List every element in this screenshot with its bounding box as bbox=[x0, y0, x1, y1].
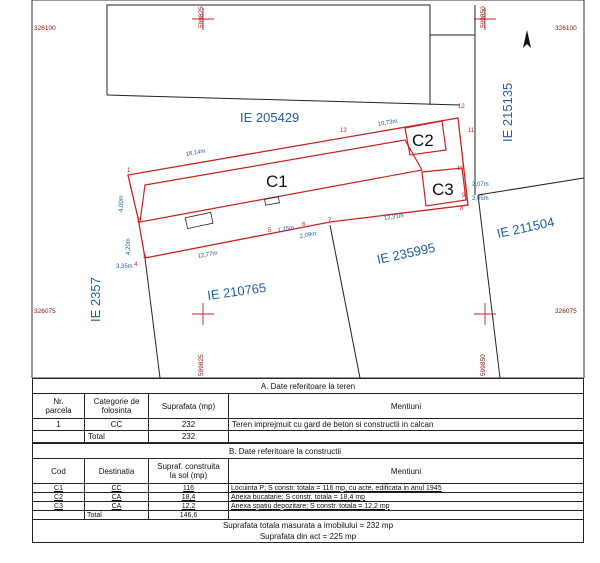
coord-label: 599825 bbox=[198, 354, 205, 376]
point-label: 10 bbox=[457, 166, 464, 172]
site-features bbox=[185, 197, 279, 229]
cell-suprafata: 116 bbox=[149, 484, 229, 493]
data-tables bbox=[32, 378, 584, 563]
cell-destinatia: CA bbox=[85, 493, 149, 502]
cell-nr: 1 bbox=[33, 419, 85, 431]
constructions-table bbox=[32, 443, 584, 543]
cell-cod: C3 bbox=[33, 502, 85, 511]
cell-mentiuni: Anexa bucatarie; S constr. totala = 18,4 mp bbox=[229, 493, 584, 502]
dimension-label: 10,73m bbox=[377, 118, 399, 128]
land-table bbox=[32, 378, 584, 443]
dimension-label: 1,75m bbox=[277, 225, 295, 234]
dimension-label: 4,00m bbox=[119, 195, 125, 212]
dimension-label: 2,09m bbox=[299, 231, 317, 240]
cell-mentiuni: Locuinta P; S constr. totala = 116 mp, cu acte, edificata in anul 1945 bbox=[229, 484, 584, 493]
point-label: 12 bbox=[458, 104, 465, 110]
header-categorie: Categorie de folosinta bbox=[85, 394, 149, 419]
cell-categorie: CC bbox=[85, 419, 149, 431]
cell-suprafata: 232 bbox=[149, 419, 229, 431]
plan-frame bbox=[32, 0, 584, 378]
coord-label: 326075 bbox=[34, 308, 56, 315]
point-label: 3 bbox=[143, 254, 147, 260]
coord-label: 599850 bbox=[480, 354, 487, 376]
coord-label: 599850 bbox=[480, 6, 487, 28]
dimension-label: 12,77m bbox=[197, 250, 219, 260]
dimension-label: 18,14m bbox=[185, 148, 207, 158]
deed-area: Suprafata din act = 225 mp bbox=[33, 531, 584, 543]
building-label: C2 bbox=[412, 131, 434, 150]
header-destinatia: Destinatia bbox=[85, 459, 149, 484]
header-nr: Nr. parcela bbox=[33, 394, 85, 419]
point-label: 2 bbox=[137, 218, 141, 224]
cell-mentiuni: Anexa spatiu depozitare; S constr. totala = 12,2 mp bbox=[229, 502, 584, 511]
cell-destinatia: CC bbox=[85, 484, 149, 493]
parcel-label: IE 211504 bbox=[495, 214, 556, 241]
dimension-label: 2,05m bbox=[472, 196, 489, 202]
parcel-label: IE 205429 bbox=[240, 110, 300, 125]
cell-suprafata: 18,4 bbox=[149, 493, 229, 502]
point-label: 13 bbox=[340, 128, 347, 134]
header-suprafata: Suprafata (mp) bbox=[149, 394, 229, 419]
point-label: 5 bbox=[268, 228, 272, 234]
point-label: 6 bbox=[302, 222, 306, 228]
point-label: 7 bbox=[328, 218, 332, 224]
cell-destinatia: CA bbox=[85, 502, 149, 511]
coord-label: 326075 bbox=[555, 308, 577, 315]
cell-cod: C1 bbox=[33, 484, 85, 493]
total-value: 146,6 bbox=[149, 511, 229, 520]
north-arrow-icon bbox=[523, 30, 531, 48]
total-value: 232 bbox=[149, 431, 229, 443]
point-label: 9 bbox=[462, 193, 466, 199]
header-cod: Cod bbox=[33, 459, 85, 484]
building-label: C1 bbox=[266, 172, 288, 191]
coord-label: 326100 bbox=[34, 25, 56, 32]
cell-suprafata: 12,2 bbox=[149, 502, 229, 511]
coord-label: 326100 bbox=[555, 25, 577, 32]
constructions-section-title: B. Date referitoare la constructii bbox=[33, 444, 584, 459]
parcel-boundaries bbox=[107, 5, 584, 378]
header-suprafata-construita: Supraf. construita la sol (mp) bbox=[149, 459, 229, 484]
dimension-label: 4,20m bbox=[126, 238, 132, 255]
dimension-label: 2,07m bbox=[472, 182, 489, 188]
point-label: 4 bbox=[134, 262, 138, 268]
cell-cod: C2 bbox=[33, 493, 85, 502]
point-label: 1 bbox=[127, 168, 131, 174]
land-section-title: A. Date referitoare la teren bbox=[33, 379, 584, 394]
parcel-label: IE 215135 bbox=[500, 82, 515, 142]
header-mentiuni: Mentiuni bbox=[229, 459, 584, 484]
parcel-label: IE 2357 bbox=[88, 277, 103, 322]
total-label: Total bbox=[85, 431, 149, 443]
total-label: Total bbox=[85, 511, 149, 520]
parcel-label: IE 235995 bbox=[375, 239, 437, 267]
dimension-label: 3,35m bbox=[116, 264, 133, 270]
point-label: 8 bbox=[460, 206, 464, 212]
parcel-label: IE 210765 bbox=[206, 279, 268, 303]
grid-crosses bbox=[192, 8, 496, 325]
cell-mentiuni: Teren imprejmuit cu gard de beton si constructii in calcan bbox=[229, 419, 584, 431]
point-label: 11 bbox=[468, 128, 475, 134]
total-measured-area: Suprafata totala masurata a imobilului = 232 mp bbox=[33, 520, 584, 532]
dimension-label: 12,31m bbox=[383, 213, 405, 222]
building-label: C3 bbox=[432, 180, 454, 199]
header-mentiuni: Mentiuni bbox=[229, 394, 584, 419]
coord-label: 599825 bbox=[198, 6, 205, 28]
